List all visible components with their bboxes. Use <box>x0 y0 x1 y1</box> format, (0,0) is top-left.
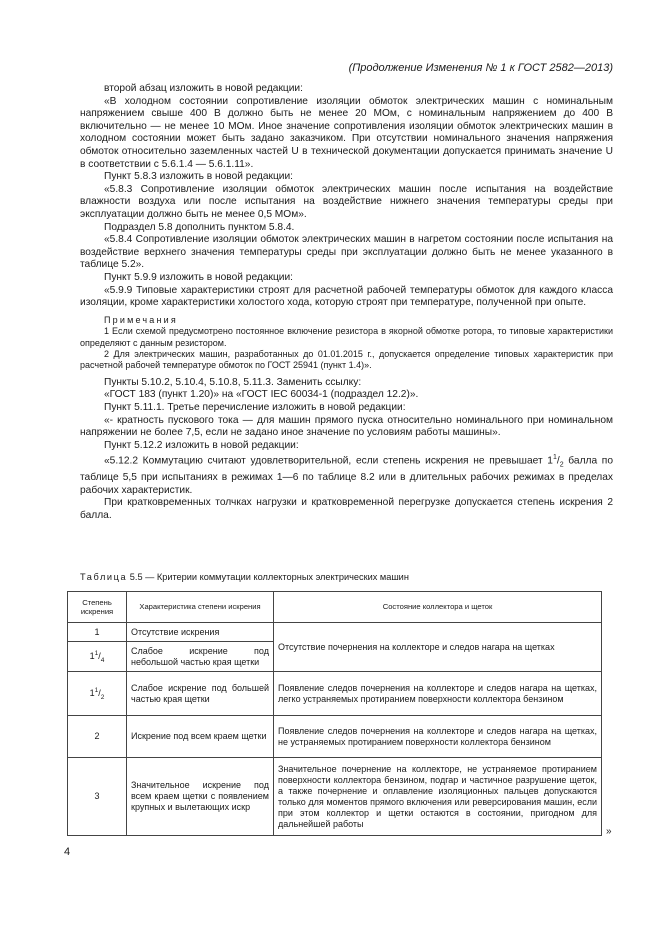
paragraph: Пункт 5.8.3 изложить в новой редакции: <box>104 171 294 183</box>
cell-degree: 1 <box>68 623 127 642</box>
cell-characteristic: Искрение под всем краем щетки <box>127 716 274 758</box>
table-caption: Таблица 5.5 — Критерии коммутации коллекторных электрических машин <box>80 572 409 582</box>
cell-characteristic: Отсутствие искрения <box>127 623 274 642</box>
header-characteristic: Характеристика степени искрения <box>127 592 274 623</box>
cell-degree: $1^1/_2$ <box>68 672 127 716</box>
cell-characteristic: Слабое искрение под небольшой частью края щетки <box>127 642 274 672</box>
paragraph: При кратковременных толчках нагрузки и кратковременной перегрузке допускается степень искрения 2 балла. <box>80 497 613 522</box>
table-row <box>68 672 602 716</box>
paragraph: Пункты 5.10.2, 5.10.4, 5.10.8, 5.11.3. Заменить ссылку: <box>104 376 362 388</box>
note-item: 2 Для электрических машин, разработанных до 01.01.2015 г., допускается определение типовых характеристик при расчетной рабочей температуре обмоток по ГОСТ 25941 (пункт 1.4)». <box>80 348 613 371</box>
table-row <box>68 758 602 836</box>
header-degree: Степень искрения <box>68 592 127 623</box>
paragraph: Пункт 5.9.9 изложить в новой редакции: <box>104 271 294 283</box>
paragraph: «5.9.9 Типовые характеристики строят для расчетной рабочей температуры обмоток для каждого класса изоляции, кроме характеристики холостого хода, которую строят при температуре, полученной при опыте. <box>80 284 613 309</box>
cell-state: Отсутствие почернения на коллекторе и следов нагара на щетках <box>274 623 602 672</box>
document-body <box>80 83 613 523</box>
page-number: 4 <box>64 846 71 858</box>
notes-block <box>80 315 613 372</box>
note-item: 1 Если схемой предусмотрено постоянное включение резистора в якорной обмотке ротора, то типовые характеристики определяют с данным резистором. <box>80 326 613 348</box>
cell-state: Появление следов почернения на коллекторе и следов нагара на щетках, не устраняемых протиранием поверхности коллектора бензином <box>274 716 602 758</box>
paragraph: «В холодном состоянии сопротивление изоляции обмоток электрических машин с номинальным напряжением свыше 400 В должно быть не менее 20 МОм, с номинальным напряжением до 400 В включительно — не менее 10 МОм. Иное значение сопротивления изоляции обмоток электрических машин в холодном состоянии может быть задано заказчиком. При отсутствии номинального значения напряжения обмоток относительно заземленных частей U в технической документации допускается принимать значение U в соответствии с 5.6.1.4 — 5.6.1.11». <box>80 95 613 170</box>
paragraph-5-12-2: «5.12.2 Коммутацию считают удовлетворительной, если степень искрения не превышает $1^1/_2$ балла по таблице 5,5 при испытаниях в режимах 1—6 по таблице 8.2 или в длительных рабочих режимах в пределах рабочих характеристик. <box>80 454 613 496</box>
cell-state: Появление следов почернения на коллекторе и следов нагара на щетках, легко устраняемых протиранием поверхности коллектора бензином <box>274 672 602 716</box>
paragraph: Подраздел 5.8 дополнить пунктом 5.8.4. <box>104 221 295 233</box>
paragraph: «- кратность пускового тока — для машин прямого пуска относительно номинального при номинальном напряжении не более 7,5, если не задано иное значение по условиям работы машины». <box>80 414 613 439</box>
paragraph: Пункт 5.11.1. Третье перечисление изложить в новой редакции: <box>104 401 406 413</box>
paragraph: «ГОСТ 183 (пункт 1.20)» на «ГОСТ IEC 60034-1 (подраздел 12.2)». <box>104 389 419 401</box>
table-header-row <box>68 592 602 623</box>
table-row <box>68 623 602 642</box>
cell-characteristic: Значительное искрение под всем краем щетки с появлением крупных и вылетающих искр <box>127 758 274 836</box>
cell-characteristic: Слабое искрение под большей частью края щетки <box>127 672 274 716</box>
paragraph: «5.8.3 Сопротивление изоляции обмоток электрических машин после испытания на воздействие влажности воздуха или после испытания на воздействие нижнего значения температуры среды при эксплуатации должно быть не менее 0,5 МОм». <box>80 183 613 220</box>
cell-state: Значительное почернение на коллекторе, не устраняемое протиранием поверхности коллектора бензином, подгар и частичное разрушение щеток, а также почернение и оплавление изоляционных пальцев допускаются только для моментов прямого включения или реверсирования машин, если при этом коллектор и щетки остаются в состоянии, пригодном для дальнейшей работы <box>274 758 602 836</box>
commutation-table <box>67 591 602 836</box>
paragraph: второй абзац изложить в новой редакции: <box>104 83 303 94</box>
cell-degree: 3 <box>68 758 127 836</box>
header-state: Состояние коллектора и щеток <box>274 592 602 623</box>
table-row <box>68 716 602 758</box>
paragraph: «5.8.4 Сопротивление изоляции обмоток электрических машин в нагретом состоянии после испытания на воздействие верхнего значения температуры среды при эксплуатации должно быть не менее указанного в таблице 5.2». <box>80 234 613 271</box>
running-header: (Продолжение Изменения № 1 к ГОСТ 2582—2013) <box>348 62 613 74</box>
cell-degree: $1^1/_4$ <box>68 642 127 672</box>
paragraph: Пункт 5.12.2 изложить в новой редакции: <box>104 439 299 451</box>
notes-title: Примечания <box>104 314 178 325</box>
cell-degree: 2 <box>68 716 127 758</box>
closing-quote: » <box>606 826 612 837</box>
